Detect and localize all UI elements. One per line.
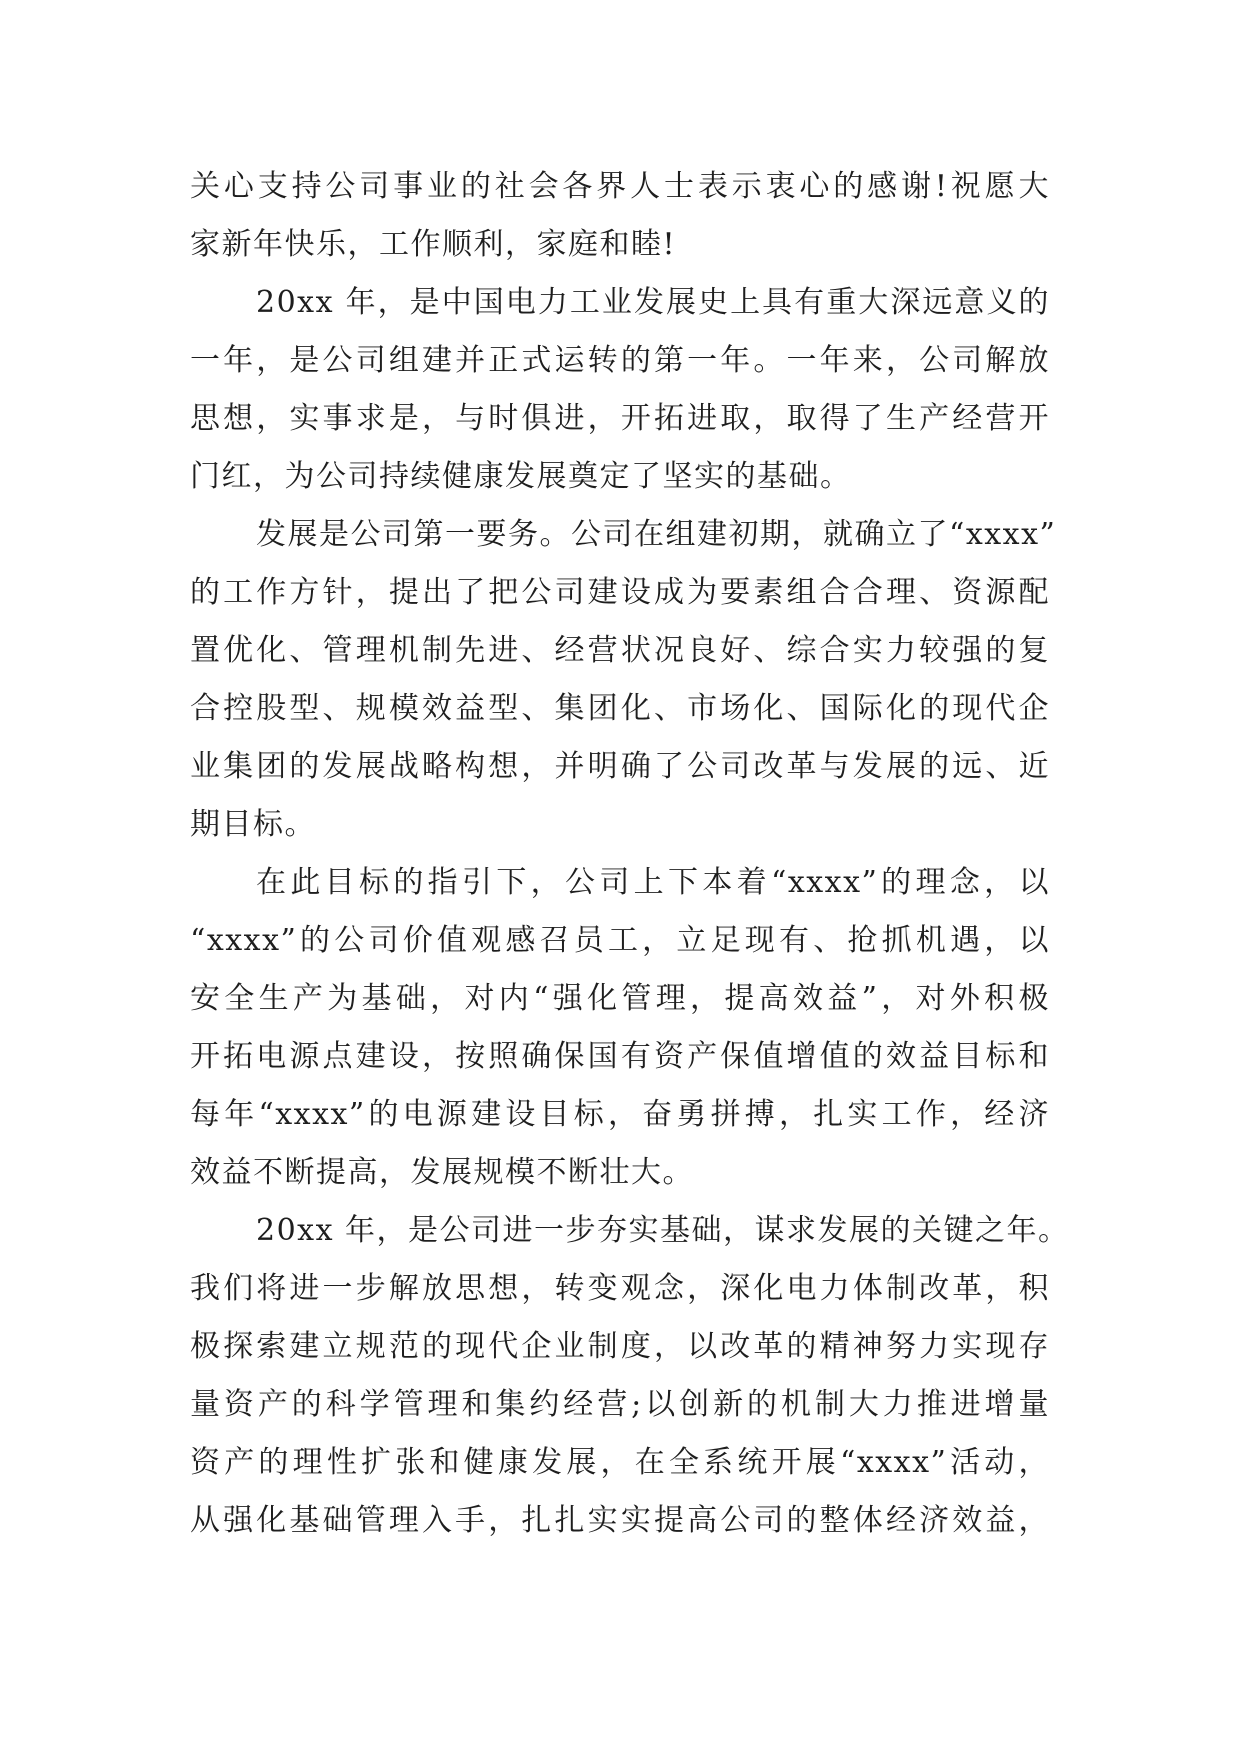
text-line: 一年，是公司组建并正式运转的第一年。一年来，公司解放 [190, 343, 1050, 378]
text-line: 每年“xxxx”的电源建设目标，奋勇拼搏，扎实工作，经济 [190, 1097, 1050, 1132]
text-line: 安全生产为基础，对内“强化管理，提高效益”，对外积极 [190, 981, 1050, 1016]
text-line: 合控股型、规模效益型、集团化、市场化、国际化的现代企 [190, 691, 1050, 726]
text-line: 量资产的科学管理和集约经营;以创新的机制大力推进增量 [190, 1387, 1050, 1422]
text-line: 在此目标的指引下，公司上下本着“xxxx”的理念，以 [256, 865, 1050, 900]
body-text [190, 158, 1070, 1550]
text-line: 期目标。 [190, 807, 316, 842]
text-line: 家新年快乐，工作顺利，家庭和睦! [190, 227, 677, 262]
text-line: 思想，实事求是，与时俱进，开拓进取，取得了生产经营开 [190, 401, 1050, 436]
text-line: 资产的理性扩张和健康发展，在全系统开展“xxxx”活动， [190, 1445, 1050, 1480]
text-line: 20xx 年，是公司进一步夯实基础，谋求发展的关键之年。 [256, 1213, 1070, 1248]
text-line: 从强化基础管理入手，扎扎实实提高公司的整体经济效益， [190, 1503, 1050, 1538]
text-line: 发展是公司第一要务。公司在组建初期，就确立了“xxxx” [256, 517, 1057, 552]
text-line: 20xx 年，是中国电力工业发展史上具有重大深远意义的 [256, 285, 1050, 320]
text-line: 置优化、管理机制先进、经营状况良好、综合实力较强的复 [190, 633, 1050, 668]
text-line: 效益不断提高，发展规模不断壮大。 [190, 1155, 694, 1190]
text-line: 关心支持公司事业的社会各界人士表示衷心的感谢!祝愿大 [190, 169, 1050, 204]
text-line: 我们将进一步解放思想，转变观念，深化电力体制改革，积 [190, 1271, 1050, 1306]
text-line: 门红，为公司持续健康发展奠定了坚实的基础。 [190, 459, 852, 494]
text-line: “xxxx”的公司价值观感召员工，立足现有、抢抓机遇，以 [190, 923, 1050, 958]
text-line: 开拓电源点建设，按照确保国有资产保值增值的效益目标和 [190, 1039, 1050, 1074]
text-line: 极探索建立规范的现代企业制度，以改革的精神努力实现存 [190, 1329, 1050, 1364]
text-line: 的工作方针，提出了把公司建设成为要素组合合理、资源配 [190, 575, 1050, 610]
text-line: 业集团的发展战略构想，并明确了公司改革与发展的远、近 [190, 749, 1050, 784]
